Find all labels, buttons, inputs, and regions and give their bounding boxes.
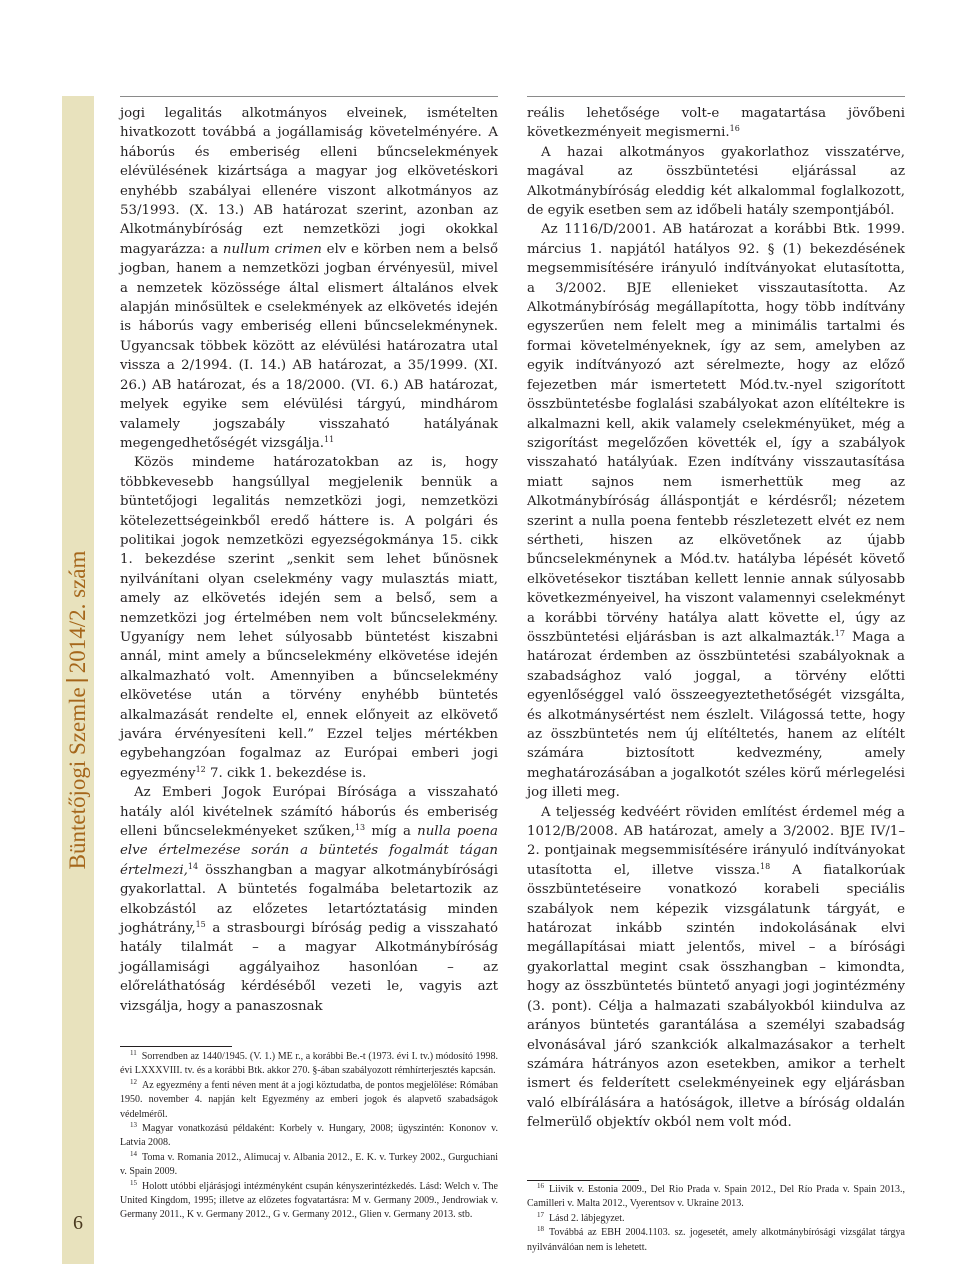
paragraph bbox=[120, 783, 498, 1016]
footnote-number: 18 bbox=[537, 1225, 544, 1234]
footnote-ref: 13 bbox=[354, 823, 366, 833]
issue-label: 2014/2. szám bbox=[65, 550, 90, 674]
text-run: Az Emberi Jogok Európai Bírósága a visszaható hatály alól kivételnek számító háborús és emberiség elleni bűncselekményeket szűken, bbox=[120, 785, 498, 840]
text-run: elv e körben nem a belső jogban, hanem a nemzetközi jogban érvényesül, mivel a nemzetek közössége által elismert általános elvek alapján minősültek e cselekmények az elkövetés idején is háborús vagy emberiség elleni bűncselekménynek. Ugyancsak többek között az elévülési határozatra utal vissza a 2/1994. (I. 14.) AB határozat, a 35/1999. (XI. 26.) AB határozat, és a 18/2000. (VI. 6.) AB határozat, melyek egyike sem elévülési tárgyú, mindhárom valamely jogszabály visszaható hatályának megengedhetőségét vizsgálja. bbox=[120, 241, 498, 451]
paragraph bbox=[527, 803, 905, 1133]
footnote bbox=[527, 1183, 905, 1212]
text-run: összhangban a magyar alkotmánybírósági gyakorlattal. A büntetés fogalmába beletartozik az elkobzástól az előzetes letartóztatásig minden joghátrány, bbox=[120, 862, 498, 937]
paragraph bbox=[527, 220, 905, 802]
footnote-ref: 15 bbox=[195, 920, 206, 930]
text-run: míg a bbox=[365, 824, 418, 840]
body-column-right bbox=[527, 104, 905, 1133]
footnote-number: 16 bbox=[537, 1182, 544, 1190]
text-run: a strasbourgi bíróság pedig a visszaható hatály tilalmát – a magyar Alkotmánybíróság jogállamisági aggályaihoz hasonlóan – az előreláthatóság kérdéséből vezeti le, vagyis azt vizsgálja, hogy a panaszosnak bbox=[120, 921, 498, 1014]
text-run: A hazai alkotmányos gyakorlathoz visszatérve, magával az összbüntetési eljárással az Alkotmánybíróság eleddig két alkalommal foglalkozott, de egyik esetben sem az időbeli hatály szempontjából. bbox=[527, 144, 905, 219]
text-run: 7. cikk 1. bekezdése is. bbox=[205, 765, 367, 781]
footnote bbox=[120, 1079, 498, 1122]
footnote-ref: 11 bbox=[324, 434, 335, 444]
footnote-number: 15 bbox=[130, 1178, 137, 1187]
footnote-text: Továbbá az EBH 2004.1103. sz. jogesetét, amely alkotmánybírósági vizsgálat tárgya nyilvánválóan nem is lehetett. bbox=[527, 1227, 905, 1253]
footnote-ref: 14 bbox=[187, 861, 199, 871]
text-run: Az 1116/D/2001. AB határozat a korábbi Btk. 1999. március 1. napjától hatályos 92. § (1) bekezdésének megsemmisítésére irányuló indítványokat elutasította, a 3/2002. BJE ellenieket visszautasította. Az Alkotmánybíróság megállapította, hogy több indítvány egyszerűen nem felelt meg a minimális tartalmi és formai követelményeknek, így az sem, amelyben az egyik indítványozó azt sérelmezte, hogy az előző fejezetben már ismertetett Mód.tv.-nyel szigorított összbüntetésbe foglalási szabályokat azon elítéltekre is alkalmazni kell, akik valamely cselekményüket, még a szigorítást megelőzően követték el, így a szabályok visszaható hatályúak. Ezen indítvány visszautasítása miatt sajnos nem ismerhettük meg az Alkotmánybíróság álláspontját e kérdésről; nézetem szerint a nulla poena fentebb részletezett elvét ez nem sértheti, hiszen az elkövetőnek az újabb bűncselekménynek a Mód.tv. hatályba lépését követő elkövetésekor tisztában kellett lennie annak súlyosabb következményeivel, ha viszont valamennyi cselekményt a korábbi törvény hatálya alatt követte el, úgy az összbüntetési eljárásban is azt alkalmazták. bbox=[527, 222, 905, 645]
footnote-text: Holott utóbbi eljárásjogi intézményként csupán kényszerintézkedés. Lásd: Welch v. The United Kingdom, 1995; illetve az előzetes fogvatartásra: M v. Germany 2009., Jendrowiak v. Germany 2011., K v. Germany 2012., G v. Germany 2012., Glien v. Germany 2013. stb. bbox=[120, 1180, 498, 1221]
footnote-ref: 17 bbox=[834, 628, 845, 638]
italic-text: nulla poena elve értelmezése során a büntetés fogalmát tágan értelmezi, bbox=[120, 824, 498, 878]
footnote-text: Magyar vonatkozású példaként: Korbely v. Hungary, 2008; ügyszintén: Kononov v. Latvia 2008. bbox=[120, 1123, 498, 1149]
footnote-number: 14 bbox=[130, 1149, 137, 1158]
footnotes-left bbox=[120, 1050, 498, 1223]
footnotes-right bbox=[527, 1183, 905, 1255]
paragraph bbox=[120, 453, 498, 783]
body-column-left bbox=[120, 104, 498, 1016]
footnote-number: 13 bbox=[130, 1121, 137, 1130]
footnote-text: Az egyezmény a fenti néven ment át a jogi köztudatba, de pontos megjelölése: Rómában 1950. november 4. napján kelt Egyezmény az emberi jogok és alapvető szabadságok védelméről. bbox=[120, 1079, 498, 1120]
footnote-text: Sorrendben az 1440/1945. (V. 1.) ME r., a korábbi Be.-t (1973. évi I. tv.) módosító 1998. évi LXXXVIII. tv. és a korábbi Btk. akkor 270. §-ában szabályozott rémhírterjesztés kapcsán. bbox=[120, 1051, 498, 1077]
running-header-vertical bbox=[64, 551, 92, 870]
footnote-number: 12 bbox=[130, 1077, 137, 1086]
footnote bbox=[120, 1151, 498, 1180]
footnote-text: Lásd 2. lábjegyzet. bbox=[549, 1212, 625, 1224]
footnote bbox=[527, 1226, 905, 1255]
header-separator bbox=[66, 679, 88, 681]
footnote-text: Toma v. Romania 2012., Alimucaj v. Albania 2012., E. K. v. Turkey 2002., Gurguchiani v. Spain 2009. bbox=[120, 1151, 498, 1178]
footnote-rule-right bbox=[527, 1180, 639, 1181]
footnote-ref: 12 bbox=[195, 764, 206, 774]
journal-title: Büntetőjogi Szemle bbox=[65, 687, 90, 870]
top-rule-left bbox=[120, 96, 498, 97]
footnote bbox=[120, 1050, 498, 1079]
footnote bbox=[120, 1122, 498, 1151]
paragraph bbox=[527, 104, 905, 143]
footnote bbox=[527, 1212, 905, 1226]
page-number: 6 bbox=[73, 1212, 83, 1234]
footnote-text: Liivik v. Estonia 2009., Del Rio Prada v. Spain 2012., Del Río Prada v. Spain 2013., Camilleri v. Malta 2012., Vyerentsov v. Ukraine 2013. bbox=[527, 1184, 905, 1210]
footnote-number: 11 bbox=[130, 1049, 137, 1057]
text-run: Közös mindeme határozatokban az is, hogy többkevesebb hangsúllyal megjelenik bennük a büntetőjogi legalitás nemzetközi jogi, nemzetközi kötelezettségeinkből eredő háttere is. A polgári és politikai jogok nemzetközi egyezségokmánya 15. cikk 1. bekezdése szerint „senkit sem lehet bűnösnek nyilvánítani olyan cselekmény vagy mulasztás miatt, amely az elkövetés idején sem a belső, sem a nemzetközi jog értelmében nem volt bűncselekmény. Ugyanígy nem lehet súlyosabb büntetést kiszabni annál, mint amely a bűncselekmény elkövetése idején alkalmazható volt. Amennyiben a bűncselekmény elkövetése után a törvény enyhébb büntetés alkalmazását rendelte el, ennek előnyeit az elkövető javára érvényesíteni kell.” Ezzel teljes mértékben egybehangzóan fogalmaz az Európai emberi jogi egyezmény bbox=[120, 455, 498, 781]
text-run: A fiatalkorúak összbüntetéseire vonatkozó korabeli speciális szabályok nem képezik vizsgálatunk tárgyát, e határozat inkább szintén indokolásának elvi megállapításai miatt jelentős, mivel – a bírósági gyakorlattal megint csak összhangban – kimondta, hogy az összbüntetés büntető anyagi jogi jogintézmény (3. pont). Célja a halmazati szabályokból kiindulva az arányos büntetés garantálása a személyi szabadság elvonásával járó szankciók alkalmazásakor a terhelt számára hátrányos azon esetekben, amikor a terhelt ismert és felderített cselekményeinek egy eljárásban való elbírálására a hatóságok, illetve a bíróság oldalán felmerülő objektív okból nem volt mód. bbox=[527, 862, 905, 1131]
footnote-ref: 18 bbox=[760, 861, 771, 871]
footnote-number: 17 bbox=[537, 1210, 544, 1219]
top-rule-right bbox=[527, 96, 905, 97]
text-run: reális lehetősége volt-e magatartása jövőbeni következményeit megismerni. bbox=[527, 106, 905, 141]
text-run: jogi legalitás alkotmányos elveinek, ismételten hivatkozott továbbá a jogállamiság követelményére. A háborús és emberiség elleni bűncselekmények elévülésének kizártsága a magyar jog elkövetéskori enyhébb szabályai ellenére viszont alkotmányos az 53/1993. (X. 13.) AB határozat szerint, azonban az Alkotmánybíróság ezt nemzetközi jogi okokkal magyarázza: a bbox=[120, 106, 498, 257]
text-run: Maga a határozat érdemben az összbüntetési szabályoknak a szabadsághoz való joggal, a törvény előtti egyenlőséggel való összeegyeztethetőségét vizsgálta, és alkotmánysértést nem észlelt. Világossá tette, hogy az összbüntetés nem új elítéltetés, hanem az elítélt számára biztosított kedvezmény, amely meghatározásában a jogalkotót széles körű mérlegelési jog illeti meg. bbox=[527, 629, 905, 801]
paragraph bbox=[120, 104, 498, 453]
footnote-ref: 16 bbox=[729, 124, 740, 134]
footnote-rule-left bbox=[120, 1046, 232, 1047]
paragraph bbox=[527, 143, 905, 221]
italic-text: nullum crimen bbox=[222, 241, 322, 257]
text-run: A teljesség kedvéért röviden említést érdemel még a 1012/B/2008. AB határozat, amely a 3/2002. BJE IV/1–2. pontjainak megsemmisítésére irányuló indítványokat utasította el, illetve vissza. bbox=[527, 804, 905, 878]
footnote bbox=[120, 1180, 498, 1223]
